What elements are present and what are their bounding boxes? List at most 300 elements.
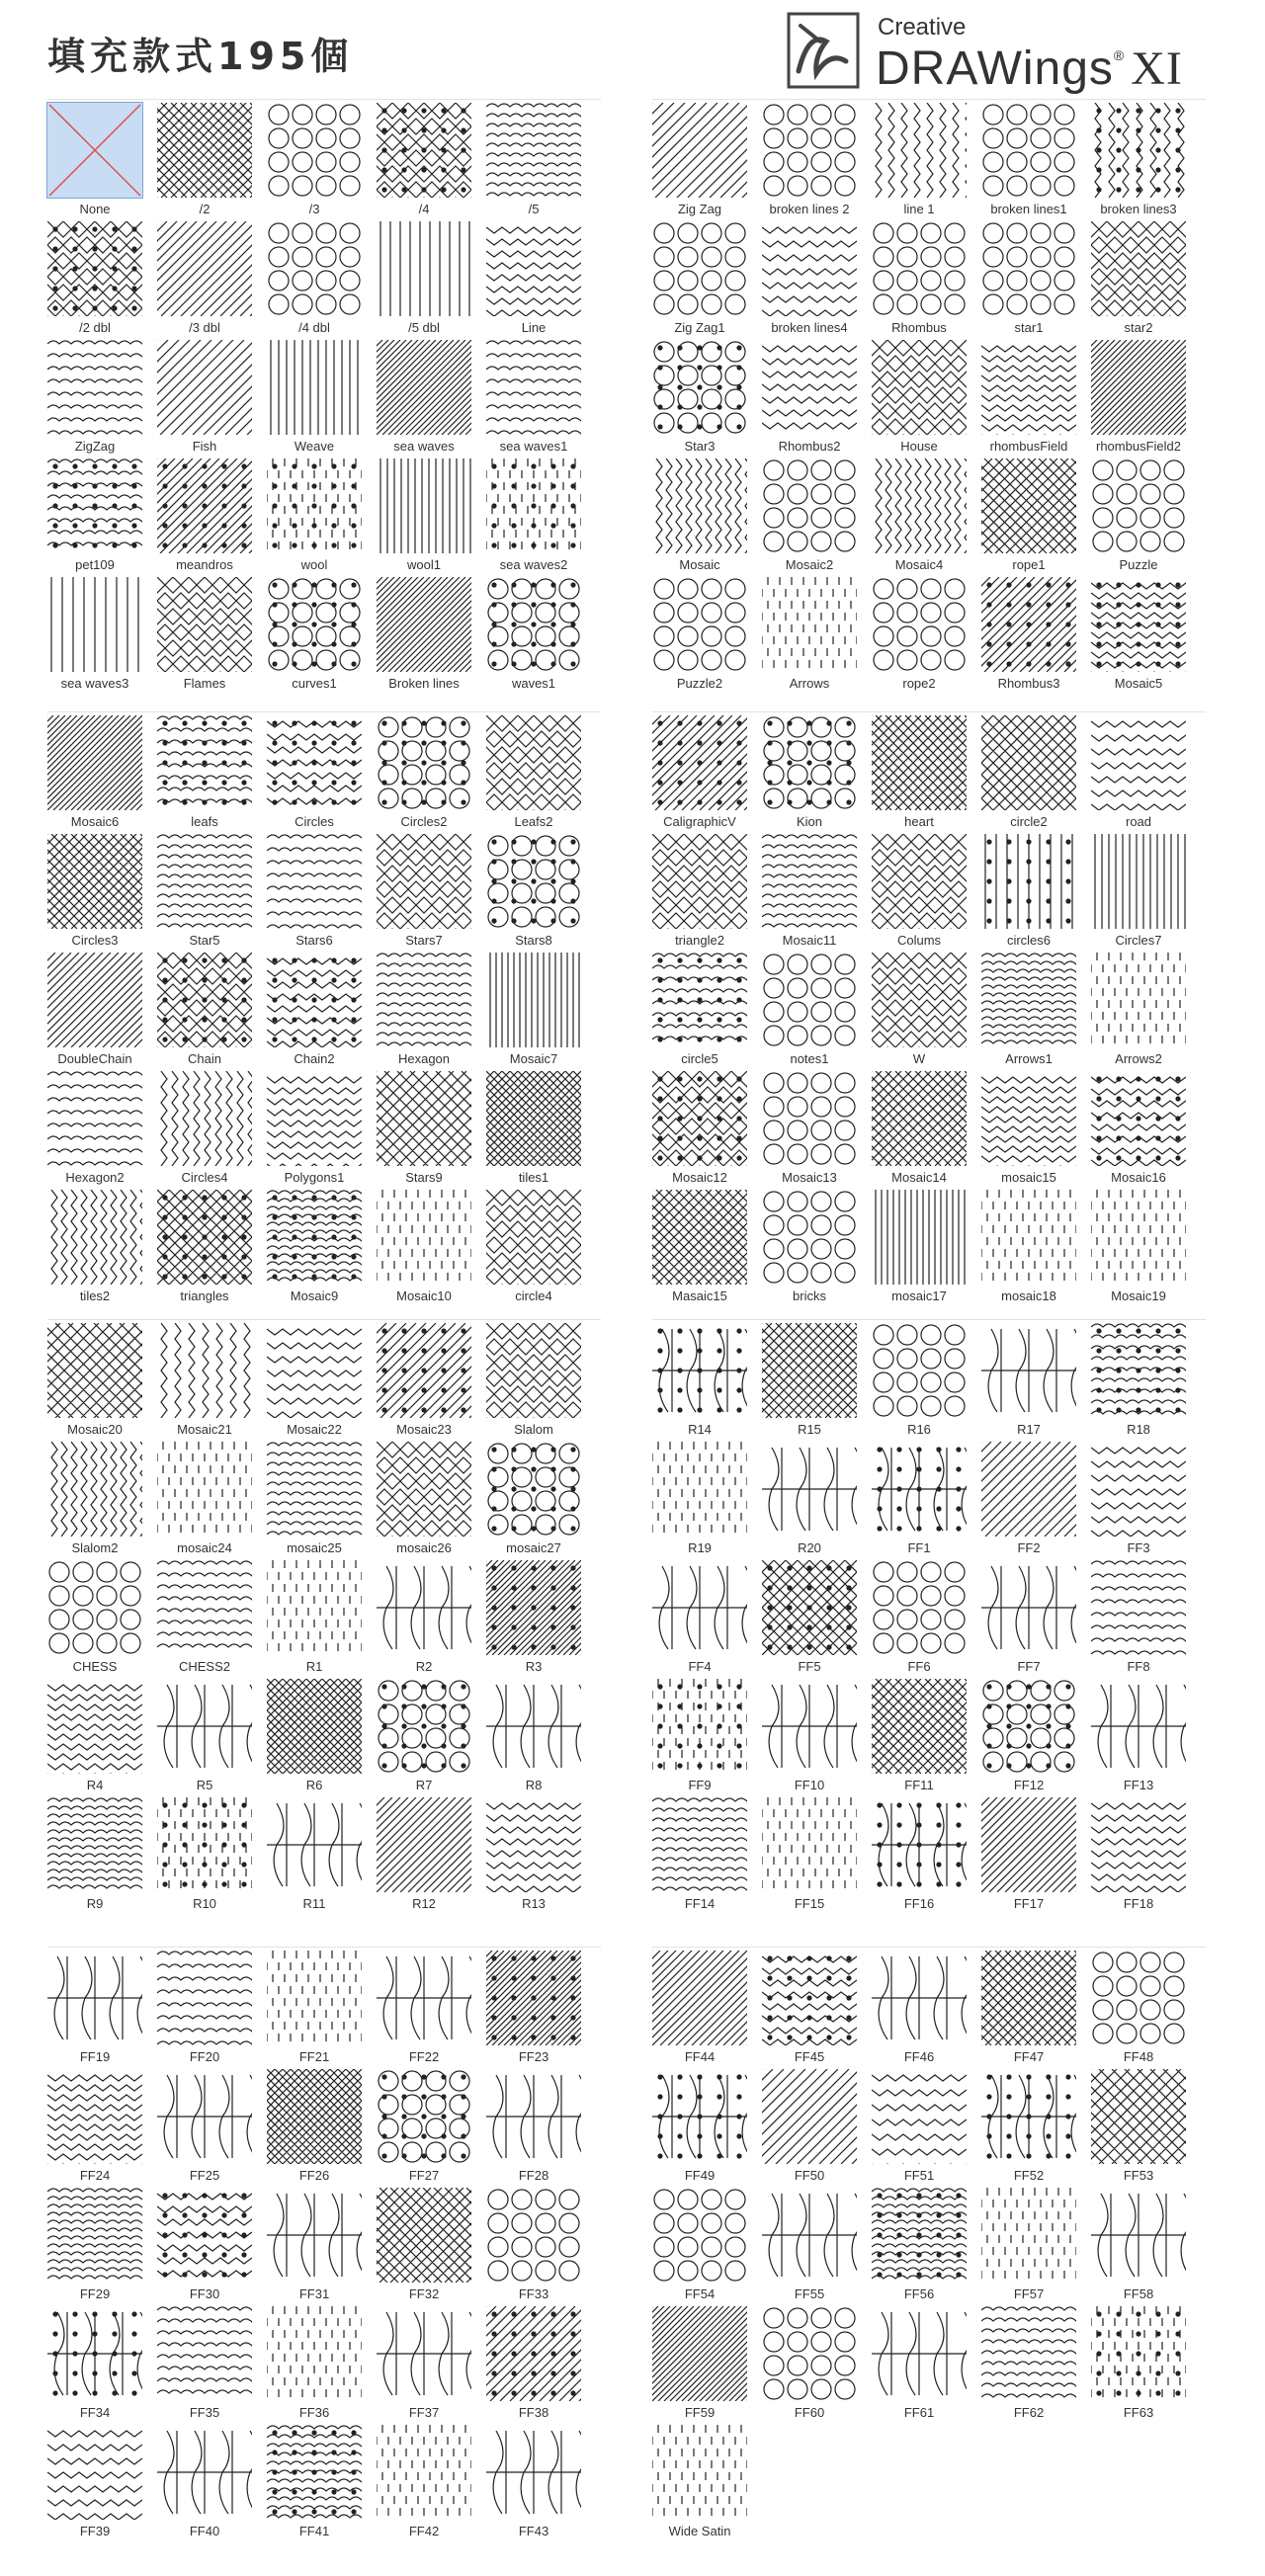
pattern-swatch[interactable] — [47, 1071, 156, 1190]
pattern-swatch[interactable] — [762, 221, 871, 340]
pattern-swatch[interactable] — [652, 834, 761, 953]
pattern-preview — [267, 103, 362, 198]
pattern-swatch[interactable] — [1091, 2069, 1200, 2188]
pattern-swatch[interactable] — [267, 2069, 376, 2188]
brand-version: XI — [1131, 42, 1183, 95]
pattern-preview — [762, 458, 857, 553]
pattern-swatch[interactable] — [157, 2188, 266, 2306]
pattern-preview — [267, 577, 362, 672]
pattern-swatch[interactable] — [157, 953, 266, 1071]
pattern-swatch[interactable] — [1091, 834, 1200, 953]
pattern-swatch[interactable] — [762, 458, 871, 577]
panel-rule — [652, 711, 1206, 712]
pattern-swatch[interactable] — [652, 1323, 761, 1442]
pattern-label: FF21 — [298, 2049, 330, 2064]
pattern-graphic — [981, 340, 1076, 435]
pattern-swatch[interactable] — [652, 1679, 761, 1797]
pattern-preview — [1091, 834, 1186, 929]
pattern-swatch[interactable] — [486, 1323, 595, 1442]
pattern-preview — [762, 715, 857, 810]
pattern-graphic — [47, 1797, 142, 1892]
pattern-swatch[interactable] — [377, 1323, 485, 1442]
pattern-label: wool — [300, 557, 328, 572]
pattern-swatch[interactable] — [1091, 1679, 1200, 1797]
pattern-swatch[interactable] — [872, 458, 980, 577]
pattern-swatch[interactable] — [981, 953, 1090, 1071]
pattern-swatch[interactable] — [157, 2069, 266, 2188]
pattern-swatch[interactable] — [1091, 715, 1200, 834]
pattern-preview — [377, 577, 471, 672]
pattern-swatch[interactable] — [377, 2188, 485, 2306]
pattern-swatch[interactable] — [872, 340, 980, 458]
pattern-graphic — [377, 340, 471, 435]
pattern-label: meandros — [176, 557, 233, 572]
pattern-swatch[interactable] — [981, 1442, 1090, 1560]
pattern-label: FF25 — [189, 2168, 220, 2183]
pattern-swatch[interactable] — [377, 340, 485, 458]
pattern-swatch[interactable] — [267, 458, 376, 577]
pattern-swatch[interactable] — [486, 2069, 595, 2188]
pattern-swatch[interactable] — [981, 1797, 1090, 1916]
pattern-swatch[interactable] — [1091, 221, 1200, 340]
pattern-label: FF18 — [1123, 1896, 1154, 1911]
pattern-preview — [267, 1323, 362, 1418]
pattern-swatch[interactable] — [1091, 1323, 1200, 1442]
pattern-preview — [1091, 1560, 1186, 1655]
pattern-swatch[interactable] — [981, 1679, 1090, 1797]
pattern-swatch[interactable] — [486, 1679, 595, 1797]
pattern-label: tiles2 — [79, 1288, 111, 1303]
pattern-swatch[interactable] — [157, 1560, 266, 1679]
pattern-swatch[interactable] — [872, 221, 980, 340]
pattern-swatch[interactable] — [872, 1679, 980, 1797]
pattern-graphic — [981, 834, 1076, 929]
pattern-graphic — [1091, 1679, 1186, 1774]
pattern-swatch[interactable] — [267, 1951, 376, 2069]
pattern-swatch[interactable] — [377, 2069, 485, 2188]
pattern-preview — [872, 1560, 967, 1655]
pattern-swatch[interactable] — [872, 1190, 980, 1308]
pattern-graphic — [762, 834, 857, 929]
pattern-label: FF40 — [189, 2524, 220, 2538]
pattern-swatch[interactable] — [157, 221, 266, 340]
pattern-label: rope1 — [1012, 557, 1046, 572]
pattern-swatch[interactable] — [981, 2306, 1090, 2425]
pattern-graphic — [762, 1797, 857, 1892]
pattern-label: FF43 — [518, 2524, 549, 2538]
pattern-swatch[interactable] — [267, 2306, 376, 2425]
pattern-preview — [762, 1560, 857, 1655]
pattern-swatch[interactable] — [377, 1560, 485, 1679]
panel-rule — [47, 1947, 601, 1948]
pattern-label: star2 — [1124, 320, 1153, 335]
pattern-preview — [872, 1190, 967, 1285]
pattern-preview — [157, 1679, 252, 1774]
pattern-graphic — [47, 2425, 142, 2520]
page-header — [0, 0, 1265, 99]
pattern-swatch[interactable] — [1091, 340, 1200, 458]
pattern-swatch[interactable] — [157, 1071, 266, 1190]
pattern-preview — [47, 2425, 142, 2520]
pattern-swatch[interactable] — [47, 2425, 156, 2543]
pattern-swatch[interactable] — [872, 2306, 980, 2425]
pattern-swatch[interactable] — [872, 1560, 980, 1679]
pattern-swatch[interactable] — [762, 1679, 871, 1797]
pattern-swatch[interactable] — [872, 1951, 980, 2069]
pattern-swatch[interactable] — [486, 340, 595, 458]
pattern-swatch[interactable] — [486, 1190, 595, 1308]
pattern-swatch[interactable] — [652, 1951, 761, 2069]
pattern-preview — [652, 1190, 747, 1285]
pattern-swatch[interactable] — [47, 953, 156, 1071]
pattern-swatch[interactable] — [157, 1190, 266, 1308]
pattern-label: Puzzle2 — [676, 676, 723, 691]
pattern-swatch[interactable] — [377, 577, 485, 696]
pattern-swatch[interactable] — [872, 1323, 980, 1442]
pattern-swatch[interactable] — [652, 2069, 761, 2188]
pattern-label: rope2 — [902, 676, 936, 691]
pattern-swatch[interactable] — [981, 1323, 1090, 1442]
pattern-graphic — [157, 103, 252, 198]
pattern-swatch[interactable] — [762, 103, 871, 221]
pattern-swatch[interactable] — [1091, 1951, 1200, 2069]
pattern-swatch[interactable] — [377, 715, 485, 834]
pattern-swatch[interactable] — [47, 2069, 156, 2188]
pattern-swatch[interactable] — [762, 2306, 871, 2425]
pattern-swatch[interactable] — [981, 577, 1090, 696]
pattern-label: FF59 — [684, 2405, 716, 2420]
pattern-label: /3 — [308, 202, 320, 216]
pattern-swatch[interactable] — [762, 834, 871, 953]
pattern-swatch[interactable] — [486, 103, 595, 221]
pattern-swatch[interactable] — [486, 1797, 595, 1916]
pattern-swatch[interactable] — [486, 834, 595, 953]
pattern-swatch[interactable] — [1091, 103, 1200, 221]
pattern-swatch[interactable] — [872, 577, 980, 696]
pattern-swatch[interactable] — [157, 1797, 266, 1916]
pattern-preview — [486, 577, 581, 672]
pattern-preview — [377, 458, 471, 553]
pattern-swatch[interactable] — [981, 1951, 1090, 2069]
pattern-label: heart — [904, 814, 934, 829]
pattern-swatch[interactable] — [1091, 577, 1200, 696]
pattern-swatch[interactable] — [157, 715, 266, 834]
pattern-swatch[interactable] — [157, 1679, 266, 1797]
pattern-swatch[interactable] — [47, 2188, 156, 2306]
pattern-label: FF15 — [794, 1896, 825, 1911]
pattern-swatch[interactable] — [157, 2425, 266, 2543]
pattern-graphic — [872, 953, 967, 1047]
pattern-graphic — [762, 953, 857, 1047]
pattern-preview — [47, 1071, 142, 1166]
pattern-swatch[interactable] — [157, 577, 266, 696]
pattern-preview — [157, 1323, 252, 1418]
pattern-swatch[interactable] — [486, 953, 595, 1071]
pattern-swatch[interactable] — [377, 221, 485, 340]
pattern-swatch[interactable] — [47, 103, 156, 221]
pattern-swatch[interactable] — [762, 2069, 871, 2188]
pattern-swatch[interactable] — [267, 1190, 376, 1308]
pattern-swatch[interactable] — [1091, 1190, 1200, 1308]
pattern-swatch[interactable] — [267, 577, 376, 696]
pattern-swatch[interactable] — [486, 715, 595, 834]
pattern-swatch[interactable] — [981, 715, 1090, 834]
pattern-label: Leafs2 — [514, 814, 553, 829]
pattern-swatch[interactable] — [652, 103, 761, 221]
pattern-label: Hexagon2 — [65, 1170, 125, 1185]
pattern-graphic — [872, 2306, 967, 2401]
pattern-graphic — [377, 1190, 471, 1285]
pattern-swatch[interactable] — [762, 577, 871, 696]
pattern-swatch[interactable] — [1091, 1071, 1200, 1190]
pattern-graphic — [47, 2069, 142, 2164]
pattern-swatch[interactable] — [47, 1951, 156, 2069]
pattern-label: R7 — [415, 1778, 433, 1792]
pattern-label: FF58 — [1123, 2286, 1154, 2301]
pattern-swatch[interactable] — [47, 1190, 156, 1308]
pattern-swatch[interactable] — [377, 1442, 485, 1560]
pattern-swatch[interactable] — [47, 1797, 156, 1916]
pattern-swatch[interactable] — [652, 1071, 761, 1190]
pattern-swatch[interactable] — [762, 1442, 871, 1560]
pattern-swatch[interactable] — [157, 1951, 266, 2069]
pattern-graphic — [47, 2306, 142, 2401]
pattern-preview — [872, 103, 967, 198]
pattern-swatch[interactable] — [762, 715, 871, 834]
pattern-swatch[interactable] — [486, 2306, 595, 2425]
pattern-swatch[interactable] — [47, 458, 156, 577]
pattern-swatch[interactable] — [872, 2188, 980, 2306]
pattern-graphic — [762, 1442, 857, 1537]
pattern-swatch[interactable] — [486, 1071, 595, 1190]
pattern-swatch[interactable] — [486, 458, 595, 577]
pattern-graphic — [377, 1560, 471, 1655]
pattern-swatch[interactable] — [267, 2188, 376, 2306]
pattern-swatch[interactable] — [486, 2188, 595, 2306]
pattern-swatch[interactable] — [652, 2306, 761, 2425]
pattern-label: Stars7 — [405, 933, 443, 948]
pattern-label: FF53 — [1123, 2168, 1154, 2183]
pattern-swatch[interactable] — [47, 1442, 156, 1560]
pattern-swatch[interactable] — [652, 1797, 761, 1916]
pattern-swatch[interactable] — [486, 221, 595, 340]
pattern-swatch[interactable] — [762, 2188, 871, 2306]
pattern-swatch[interactable] — [486, 2425, 595, 2543]
pattern-preview — [377, 340, 471, 435]
pattern-swatch[interactable] — [377, 458, 485, 577]
pattern-swatch[interactable] — [1091, 1560, 1200, 1679]
pattern-swatch[interactable] — [981, 2188, 1090, 2306]
pattern-swatch[interactable] — [47, 834, 156, 953]
pattern-swatch[interactable] — [1091, 1797, 1200, 1916]
pattern-swatch[interactable] — [762, 1190, 871, 1308]
pattern-swatch[interactable] — [157, 1442, 266, 1560]
pattern-graphic — [872, 1679, 967, 1774]
pattern-swatch[interactable] — [267, 1560, 376, 1679]
pattern-swatch[interactable] — [981, 458, 1090, 577]
pattern-swatch[interactable] — [267, 715, 376, 834]
pattern-swatch[interactable] — [267, 1442, 376, 1560]
pattern-swatch[interactable] — [762, 340, 871, 458]
pattern-swatch[interactable] — [762, 1951, 871, 2069]
pattern-swatch[interactable] — [47, 1323, 156, 1442]
pattern-swatch[interactable] — [762, 953, 871, 1071]
pattern-swatch[interactable] — [486, 1442, 595, 1560]
pattern-graphic — [762, 221, 857, 316]
pattern-label: waves1 — [511, 676, 556, 691]
pattern-graphic — [47, 103, 142, 198]
pattern-swatch[interactable] — [872, 2069, 980, 2188]
pattern-label: FF33 — [518, 2286, 549, 2301]
pattern-swatch[interactable] — [377, 953, 485, 1071]
pattern-swatch[interactable] — [47, 1560, 156, 1679]
pattern-swatch[interactable] — [981, 2069, 1090, 2188]
pattern-swatch[interactable] — [267, 2425, 376, 2543]
pattern-preview — [872, 1323, 967, 1418]
pattern-swatch[interactable] — [157, 458, 266, 577]
pattern-swatch[interactable] — [652, 1442, 761, 1560]
pattern-swatch[interactable] — [377, 1797, 485, 1916]
pattern-swatch[interactable] — [267, 834, 376, 953]
pattern-swatch[interactable] — [981, 340, 1090, 458]
brand-product-name: DRAWings — [876, 42, 1114, 95]
pattern-swatch[interactable] — [157, 1323, 266, 1442]
pattern-swatch[interactable] — [981, 834, 1090, 953]
pattern-preview — [47, 1679, 142, 1774]
pattern-label: Flames — [183, 676, 226, 691]
pattern-swatch[interactable] — [762, 1560, 871, 1679]
pattern-swatch[interactable] — [652, 953, 761, 1071]
pattern-label: FF37 — [408, 2405, 440, 2420]
pattern-swatch[interactable] — [267, 1071, 376, 1190]
pattern-swatch[interactable] — [377, 103, 485, 221]
pattern-preview — [486, 1679, 581, 1774]
pattern-label: FF44 — [684, 2049, 716, 2064]
pattern-graphic — [762, 340, 857, 435]
pattern-label: FF22 — [408, 2049, 440, 2064]
pattern-swatch[interactable] — [47, 2306, 156, 2425]
pattern-swatch[interactable] — [47, 340, 156, 458]
pattern-preview — [157, 221, 252, 316]
pattern-preview — [47, 577, 142, 672]
pattern-graphic — [157, 1951, 252, 2045]
pattern-graphic — [1091, 1323, 1186, 1418]
pattern-swatch[interactable] — [157, 2306, 266, 2425]
pattern-graphic — [981, 1951, 1076, 2045]
pattern-swatch[interactable] — [377, 1190, 485, 1308]
pattern-swatch[interactable] — [267, 221, 376, 340]
pattern-swatch[interactable] — [652, 221, 761, 340]
pattern-swatch[interactable] — [267, 103, 376, 221]
pattern-swatch[interactable] — [872, 1442, 980, 1560]
pattern-swatch[interactable] — [157, 340, 266, 458]
pattern-swatch[interactable] — [267, 1797, 376, 1916]
pattern-label: FF46 — [903, 2049, 935, 2064]
pattern-swatch[interactable] — [872, 715, 980, 834]
pattern-swatch[interactable] — [872, 834, 980, 953]
pattern-swatch[interactable] — [1091, 2306, 1200, 2425]
pattern-swatch[interactable] — [1091, 1442, 1200, 1560]
pattern-swatch[interactable] — [762, 1071, 871, 1190]
pattern-swatch[interactable] — [872, 103, 980, 221]
pattern-label: rhombusField2 — [1096, 439, 1181, 454]
pattern-swatch[interactable] — [377, 834, 485, 953]
pattern-swatch[interactable] — [1091, 953, 1200, 1071]
pattern-swatch[interactable] — [157, 834, 266, 953]
pattern-swatch[interactable] — [377, 2425, 485, 2543]
pattern-swatch[interactable] — [981, 221, 1090, 340]
pattern-swatch[interactable] — [762, 1323, 871, 1442]
pattern-swatch[interactable] — [1091, 2188, 1200, 2306]
pattern-label: mosaic27 — [506, 1540, 561, 1555]
pattern-graphic — [762, 715, 857, 810]
pattern-preview — [47, 1323, 142, 1418]
pattern-swatch[interactable] — [47, 221, 156, 340]
pattern-graphic — [981, 953, 1076, 1047]
pattern-swatch[interactable] — [652, 715, 761, 834]
pattern-swatch[interactable] — [157, 103, 266, 221]
pattern-label: FF47 — [1013, 2049, 1045, 2064]
pattern-swatch[interactable] — [652, 340, 761, 458]
pattern-label: Rhombus2 — [778, 439, 841, 454]
pattern-swatch[interactable] — [981, 1190, 1090, 1308]
pattern-swatch[interactable] — [981, 1071, 1090, 1190]
pattern-graphic — [872, 1071, 967, 1166]
pattern-swatch[interactable] — [652, 1560, 761, 1679]
pattern-swatch[interactable] — [267, 1679, 376, 1797]
pattern-swatch[interactable] — [981, 103, 1090, 221]
pattern-swatch[interactable] — [47, 1679, 156, 1797]
pattern-preview — [981, 953, 1076, 1047]
pattern-swatch[interactable] — [872, 953, 980, 1071]
pattern-preview — [47, 1560, 142, 1655]
pattern-preview — [762, 834, 857, 929]
pattern-swatch[interactable] — [981, 1560, 1090, 1679]
pattern-swatch[interactable] — [1091, 458, 1200, 577]
pattern-swatch[interactable] — [377, 2306, 485, 2425]
pattern-preview — [377, 1797, 471, 1892]
pattern-preview — [47, 458, 142, 553]
pattern-swatch[interactable] — [652, 2188, 761, 2306]
pattern-swatch[interactable] — [486, 577, 595, 696]
pattern-swatch[interactable] — [486, 1560, 595, 1679]
pattern-preview — [486, 2069, 581, 2164]
pattern-preview — [1091, 2069, 1186, 2164]
pattern-swatch[interactable] — [872, 1071, 980, 1190]
pattern-swatch[interactable] — [872, 1797, 980, 1916]
pattern-swatch[interactable] — [652, 1190, 761, 1308]
pattern-swatch[interactable] — [267, 340, 376, 458]
pattern-preview — [981, 2306, 1076, 2401]
pattern-swatch[interactable] — [267, 1323, 376, 1442]
pattern-swatch[interactable] — [486, 1951, 595, 2069]
pattern-swatch[interactable] — [377, 1951, 485, 2069]
pattern-swatch[interactable] — [377, 1071, 485, 1190]
pattern-swatch[interactable] — [762, 1797, 871, 1916]
pattern-swatch[interactable] — [652, 458, 761, 577]
pattern-label: FF45 — [794, 2049, 825, 2064]
pattern-swatch[interactable] — [47, 577, 156, 696]
pattern-graphic — [652, 953, 747, 1047]
pattern-preview — [486, 1442, 581, 1537]
pattern-swatch[interactable] — [377, 1679, 485, 1797]
pattern-preview — [1091, 577, 1186, 672]
pattern-swatch[interactable] — [652, 2425, 761, 2543]
pattern-swatch[interactable] — [652, 577, 761, 696]
pattern-preview — [652, 953, 747, 1047]
pattern-swatch[interactable] — [267, 953, 376, 1071]
pattern-swatch[interactable] — [47, 715, 156, 834]
